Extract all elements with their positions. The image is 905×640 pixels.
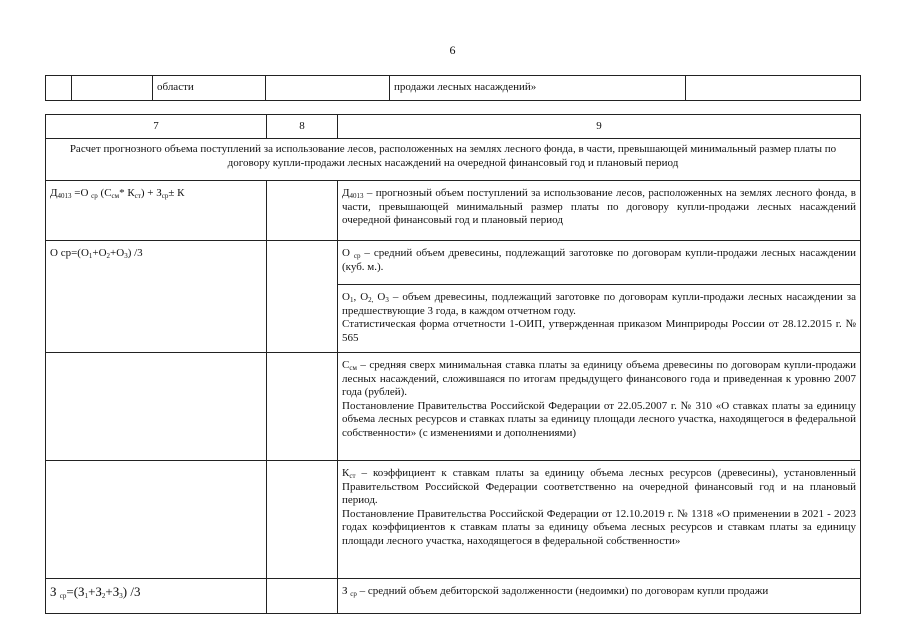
- table-cell: [686, 76, 861, 101]
- empty-cell: [267, 461, 338, 579]
- column-header-9: 9: [338, 115, 861, 139]
- table-row: [46, 76, 861, 101]
- description-cell: О $_{ср}$ – средний объем древесины, подлежащий заготовке по договорам купли-продажи лесных насаждении (куб. м.).: [338, 241, 861, 285]
- table-cell: [72, 76, 153, 101]
- description-cell: $Д_{4013}$ – прогнозный объем поступлений за использование лесов, расположенных на землях лесного фонда, в части, превышающей минимальный размер платы по договору купли-продажи лесных насаждений очередной финансовый год и плановый период: [338, 181, 861, 241]
- formula-cell: $Д_{4013} =О$ $_{ср}$ ($С_{см}*$ $К_{ст}) + З_{ср}\pm К$: [46, 181, 267, 241]
- description-cell: З $_{ср}$ – средний объем дебиторской задолженности (недоимки) по договорам купли продажи: [338, 579, 861, 614]
- table-row: [46, 241, 861, 285]
- source-reference: Постановление Правительства Российской Федерации от 12.10.2019 г. № 1318 «О применении в 2021 - 2023 годах коэффициентов к ставкам платы за единицу объема лесных ресурсов и ставкам платы за единицу площади лесного участка, находящегося в федеральной собственности»: [342, 507, 856, 547]
- empty-cell: [46, 461, 267, 579]
- table-cell: продажи лесных насаждений»: [390, 76, 686, 101]
- empty-cell: [267, 579, 338, 614]
- column-header-8: 8: [267, 115, 338, 139]
- formula-cell: О $ср=(О_1+О_2+О_3)$ /3: [46, 241, 267, 353]
- empty-cell: [267, 181, 338, 241]
- continuation-table: [45, 75, 861, 101]
- empty-cell: [46, 353, 267, 461]
- formula-cell: З $_{ср}=(З_1+З_2+З_3)$ /3: [46, 579, 267, 614]
- table-cell: [266, 76, 390, 101]
- table-row: [46, 353, 861, 461]
- column-header-7: 7: [46, 115, 267, 139]
- table-row: [46, 579, 861, 614]
- table-row: [46, 181, 861, 241]
- description-cell: $О_1$, $О_{2,}$ $О_3$ – объем древесины, подлежащий заготовке по договорам купли-продажи лесных насаждении за предшествующие 3 года, в каждом отчетном году. Статистическая форма отчетности 1-ОИП, утвержденная приказом Минприроды России от 28.12.2015 г. № 565: [338, 285, 861, 353]
- empty-cell: [267, 241, 338, 353]
- source-reference: Статистическая форма отчетности 1-ОИП, утвержденная приказом Минприроды России от 28.12.2015 г. № 565: [342, 318, 856, 344]
- description-cell: $С_{см}$ – средняя сверх минимальная ставка платы за единицу объема древесины по договорам купли-продажи лесных насаждений, сложившаяся по итогам предыдущего финансового года и приведенная к уровню 2007 года (рублей). Постановление Правительства Российской Федерации от 22.05.2007 г. № 310 «О ставках платы за единицу объема лесных ресурсов и ставках платы за единицу площади лесного участка, находящегося в федеральной собственности» (с изменениями и дополнениями): [338, 353, 861, 461]
- page-number: 6: [449, 43, 456, 57]
- empty-cell: [267, 353, 338, 461]
- header-row: [46, 115, 861, 139]
- table-cell: [46, 76, 72, 101]
- calculation-table: [45, 114, 861, 614]
- section-title: Расчет прогнозного объема поступлений за использование лесов, расположенных на землях лесного фонда, в части, превышающей минимальный размер платы по договору купли-продажи лесных насаждений на очередной финансовый год и плановый период: [46, 139, 861, 181]
- section-title-row: [46, 139, 861, 181]
- description-cell: $К_{ст}$ – коэффициент к ставкам платы за единицу объема лесных ресурсов (древесины), установленный Правительством Российской Федерации соответственно на очередной финансовый год и на плановый период. Постановление Правительства Российской Федерации от 12.10.2019 г. № 1318 «О применении в 2021 - 2023 годах коэффициентов к ставкам платы за единицу объема лесных ресурсов и ставкам платы за единицу площади лесного участка, находящегося в федеральной собственности»: [338, 461, 861, 579]
- table-row: [46, 461, 861, 579]
- source-reference: Постановление Правительства Российской Федерации от 22.05.2007 г. № 310 «О ставках платы за единицу объема лесных ресурсов и ставках платы за единицу площади лесного участка, находящегося в федеральной собственности» (с изменениями и дополнениями): [342, 399, 856, 439]
- table-cell: области: [153, 76, 266, 101]
